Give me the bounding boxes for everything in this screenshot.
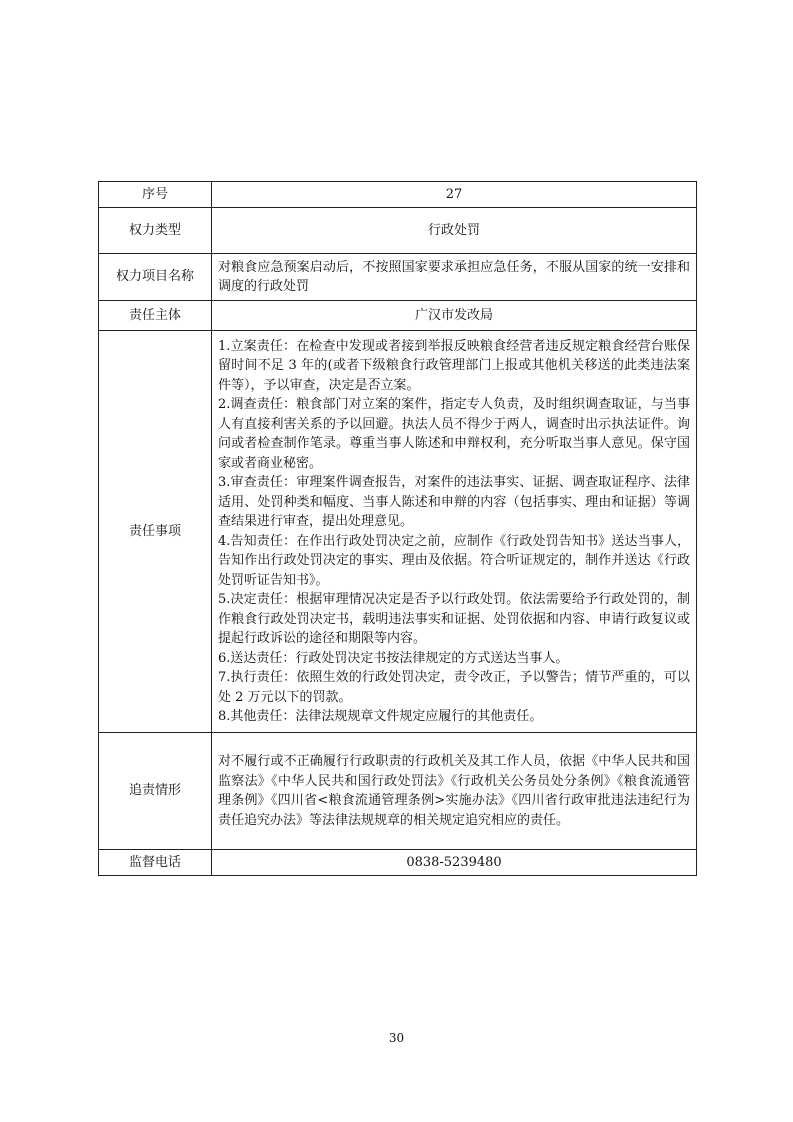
table-row-responsibilities (99, 331, 697, 733)
responsibility-item-delivery: 6.送达责任：行政处罚决定书按法律规定的方式送达当事人。 (218, 650, 569, 666)
responsibility-item-other: 8.其他责任：法律法规规章文件规定应履行的其他责任。 (218, 709, 543, 724)
table-row-power-item-name (99, 254, 697, 301)
power-item-name-value: 对粮食应急预案启动后，不按照国家要求承担应急任务，不服从国家的统一安排和调度的行政处罚 (212, 254, 697, 301)
supervision-phone-label: 监督电话 (99, 850, 212, 876)
responsibility-item-filing: 1.立案责任：在检查中发现或者接到举报反映粮食经营者违反规定粮食经营台账保留时间不足 3 年的(或者下级粮食行政管理部门上报或其他机关移送的此类违法案件等），予以审查，决定是否立案。 (218, 338, 690, 393)
serial-label: 序号 (99, 182, 212, 208)
power-item-name-label: 权力项目名称 (99, 254, 212, 301)
table-row-power-type (99, 208, 697, 254)
power-type-label: 权力类型 (99, 208, 212, 254)
table-row-responsible-subject (99, 301, 697, 331)
responsibilities-label: 责任事项 (99, 331, 212, 733)
responsibility-item-notification: 4.告知责任：在作出行政处罚决定之前，应制作《行政处罚告知书》送达当事人，告知作出行政处罚决定的事实、理由及依据。符合听证规定的，制作并送达《行政处罚听证告知书》。 (218, 533, 690, 588)
responsible-subject-label: 责任主体 (99, 301, 212, 331)
responsible-subject-value: 广汉市发改局 (212, 301, 697, 331)
power-type-value: 行政处罚 (212, 208, 697, 254)
responsibility-item-review: 3.审查责任：审理案件调查报告，对案件的违法事实、证据、调查取证程序、法律适用、处罚种类和幅度、当事人陈述和申辩的内容（包括事实、理由和证据）等调查结果进行审查，提出处理意见。 (218, 475, 690, 529)
table-row-accountability (99, 733, 697, 850)
table-row-supervision-phone (99, 850, 697, 876)
responsibility-item-decision: 5.决定责任：根据审理情况决定是否予以行政处罚。依法需要给予行政处罚的，制作粮食行政处罚决定书，载明违法事实和证据、处罚依据和内容、申请行政复议或提起行政诉讼的途径和期限等内容。 (218, 592, 690, 646)
responsibility-item-investigation: 2.调查责任：粮食部门对立案的案件，指定专人负责，及时组织调查取证，与当事人有直接利害关系的予以回避。执法人员不得少于两人，调查时出示执法证件。询问或者检查制作笔录。尊重当事人陈述和申辩权利，充分听取当事人意见。保守国家或者商业秘密。 (218, 397, 690, 471)
supervision-phone-value: 0838-5239480 (212, 850, 697, 876)
accountability-value: 对不履行或不正确履行行政职责的行政机关及其工作人员，依据《中华人民共和国监察法》《中华人民共和国行政处罚法》《行政机关公务员处分条例》《粮食流通管理条例》《四川省<粮食流通管理条例>实施办法》《四川省行政审批违法违纪行为责任追究办法》等法律法规规章的相关规定追究相应的责任。 (212, 733, 697, 850)
serial-value: 27 (212, 182, 697, 208)
responsibility-item-execution: 7.执行责任：依照生效的行政处罚决定，责令改正，予以警告；情节严重的，可以处 2 万元以下的罚款。 (218, 670, 690, 705)
table-row-serial (99, 182, 697, 208)
page-number: 30 (388, 1031, 405, 1045)
accountability-label: 追责情形 (99, 733, 212, 850)
power-responsibility-table (98, 181, 697, 876)
responsibilities-list (212, 331, 697, 733)
